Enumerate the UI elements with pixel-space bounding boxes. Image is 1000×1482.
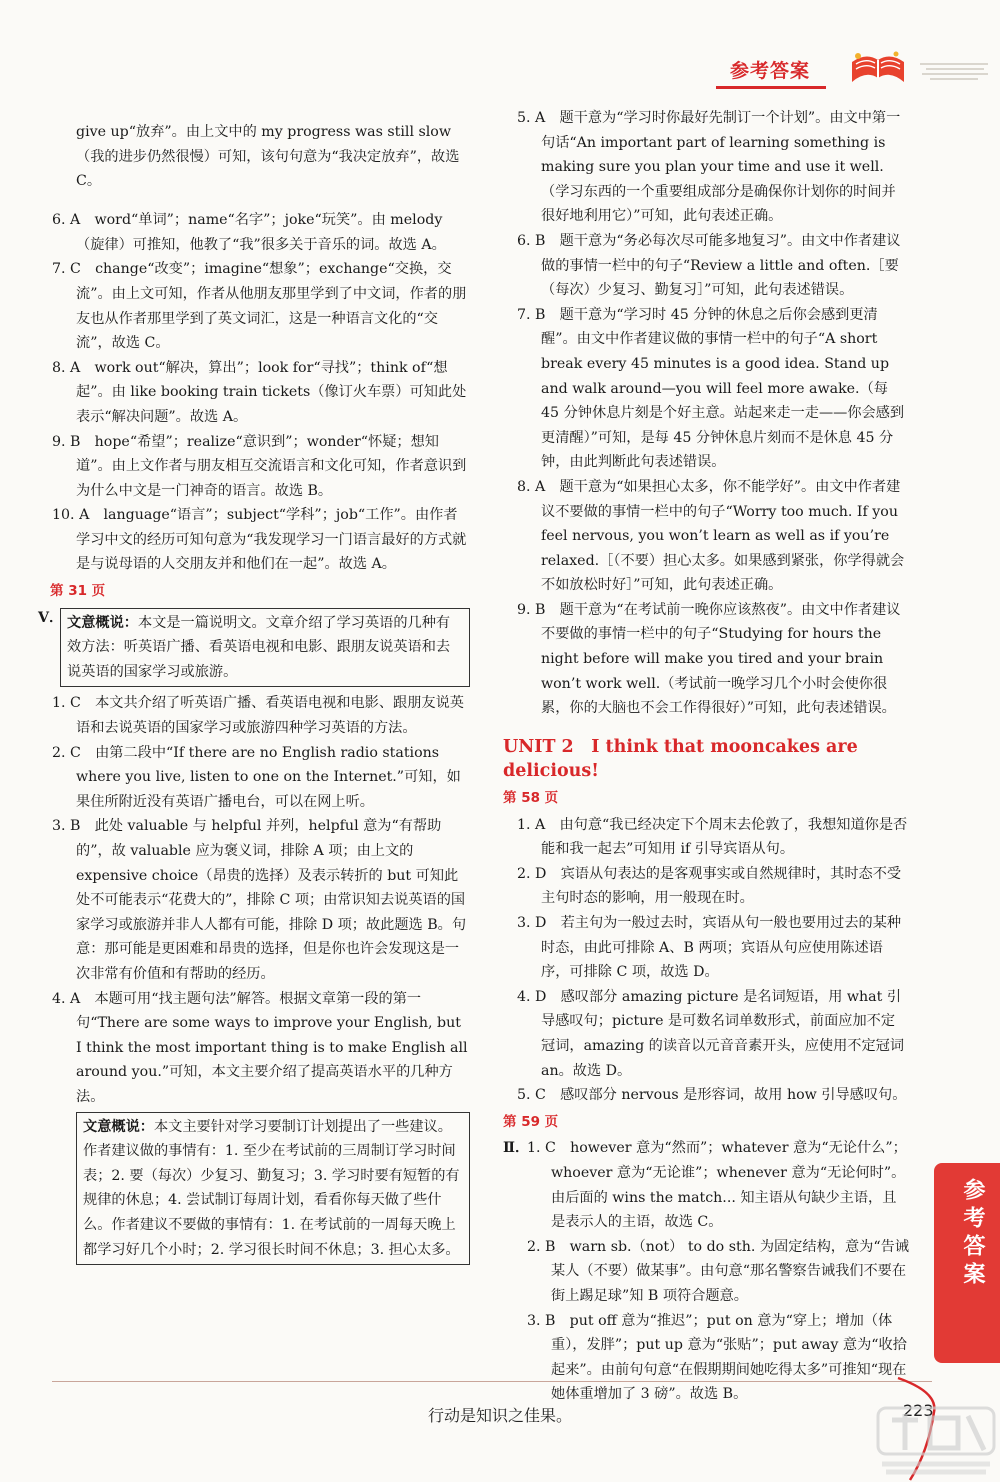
side-tab-label: 参考答案 bbox=[960, 1178, 985, 1290]
watermark-logo bbox=[872, 1400, 1000, 1482]
answer-continuation: give up“放弃”。由上文中的 my progress was still slow（我的进步仍然很慢）可知，该句句意为“我决定放弃”，故选 C。 bbox=[76, 124, 460, 190]
footer-rule bbox=[52, 1381, 932, 1382]
answer-item-7: 7. C change“改变”；imagine“想象”；exchange“交换，交流”。由上文可知，作者从他朋友那里学到了中文词，作者的朋友也从作者那里学到了英文词汇，这是一种语言文化的“交流”，故选 C。 bbox=[52, 261, 467, 352]
page-ref-31: 第 31 页 bbox=[50, 583, 106, 600]
page-number: 223 bbox=[903, 1401, 934, 1420]
section-number-v: V． bbox=[38, 609, 64, 626]
section-number-ii: Ⅱ． bbox=[503, 1140, 530, 1157]
answer-item-3: 3. B 此处 valuable 与 helpful 并列，helpful 意为“有帮助的”，故 valuable 应为褒义词，排除 A 项；由上文的 expensive choice（昂贵的选择）及表示转折的 but 可知此处不可能表示“花费大的”，排除 C 项；由常识知去说英语的国家学习或旅游并非人人都有可能，排除 D 项；故此题选 B。句意：那可能是更困难和昂贵的选择，但是你也许会发现这是一次非常有价值和有帮助的经历。 bbox=[52, 818, 467, 982]
answer-item-6: 6. A word“单词”；name“名字”；joke“玩笑”。由 melody（旋律）可推知，他教了“我”很多关于音乐的词。故选 A。 bbox=[52, 212, 446, 253]
unit-heading: UNIT 2 I think that mooncakes are delicious! bbox=[503, 736, 858, 782]
summary-label: 文意概说： bbox=[67, 614, 138, 631]
decorative-lines bbox=[918, 58, 990, 82]
answer-item-10: 10. A language“语言”；subject“学科”；job“工作”。由作者学习中文的经历可知句意为“我发现学习一门语言最好的方式就是与说母语的人交朋友并和他们在一起”。故选 A。 bbox=[52, 507, 467, 573]
answer-item-9: 9. B 题干意为“在考试前一晚你应该熬夜”。由文中作者建议不要做的事情一栏中的句子“Studying for hours the night before will make you tired and your brain won’t work well.（考试前一晚学习几个小时会使你很累，你的大脑也不会工作得很好）”可知，此句表述错误。 bbox=[517, 601, 901, 717]
page-ref-58: 第 58 页 bbox=[503, 790, 559, 807]
answer-item-1: 1. A 由句意“我已经决定下个周末去伦敦了，我想知道你是否能和我一起去”可知用 if 引导宾语从句。 bbox=[517, 816, 908, 858]
answer-item-7: 7. B 题干意为“学习时 45 分钟的休息之后你会感到更清醒”。由文中作者建议做的事情一栏中的句子“A short break every 45 minutes is a good idea. Stand up and walk around—you will feel more awake.（每 45 分钟休息片刻是个好主意。站起来走一走——你会感到更清醒）”可知，是每 45 分钟休息片刻而不是休息 45 分钟，由此判断此句表述错误。 bbox=[517, 306, 905, 471]
answer-item-8: 8. A 题干意为“如果担心太多，你不能学好”。由文中作者建议不要做的事情一栏中的句子“Worry too much. If you feel nervous, you won’t learn as well as if you’re relaxed.［（不要）担心太多。如果感到紧张，你学得就会不如放松时好］”可知，此句表述正确。 bbox=[517, 478, 905, 594]
answer-item-6: 6. B 题干意为“务必每次尽可能多地复习”。由文中作者建议做的事情一栏中的句子“Review a little and often.［要（每次）少复习、勤复习］”可知，此句表述错误。 bbox=[517, 232, 901, 299]
answer-item-4: 4. D 感叹部分 amazing picture 是名词短语，用 what 引导感叹句；picture 是可数名词单数形式，前面应加不定冠词，amazing 的读音以元音音素开头，应使用不定冠词 an。故选 D。 bbox=[517, 988, 905, 1079]
summary-text: 本文主要针对学习要制订计划提出了一些建议。作者建议做的事情有：1. 至少在考试前的三周制订学习时间表；2. 要（每次）少复习、勤复习；3. 学习时要有短暂的有规律的休息；4. 尝试制订每周计划，看看你每天做了些什么。作者建议不要做的事情有：1. 在考试前的一周每天晚上都学习好几个小时；2. 学习很长时间不休息；3. 担心太多。 bbox=[83, 1118, 460, 1258]
section-ii bbox=[503, 1136, 909, 1234]
answer-item-5: 5. C 感叹部分 nervous 是形容词，故用 how 引导感叹句。 bbox=[517, 1087, 907, 1104]
summary-box-1 bbox=[60, 608, 470, 688]
summary-label: 文意概说： bbox=[83, 1118, 154, 1135]
answer-item-9: 9. B hope“希望”；realize“意识到”；wonder“怀疑；想知道”。由上文作者与朋友相互交流语言和文化可知，作者意识到为什么中文是一门神奇的语言。故选 B。 bbox=[52, 433, 467, 499]
left-column bbox=[38, 106, 470, 1269]
header-rule bbox=[716, 86, 826, 89]
answer-item-1: 1. C however 意为“然而”；whatever 意为“无论什么”；whoever 意为“无论谁”；whenever 意为“无论何时”。由后面的 wins the match... 知主语从句缺少主语，且是表示人的主语，故选 C。 bbox=[527, 1140, 907, 1231]
footer-motto: 行动是知识之佳果。 bbox=[427, 1406, 572, 1425]
right-column bbox=[503, 106, 909, 1407]
section-v bbox=[38, 606, 470, 692]
answer-item-4: 4. A 本题可用“找主题句法”解答。根据文章第一段的第一句“There are some ways to improve your English, but I think the most important thing is to make English all around you.”可知，本文主要介绍了提高英语水平的几种方法。 bbox=[52, 990, 468, 1105]
answer-item-2: 2. C 由第二段中“If there are no English radio stations where you live, listen to one on the Internet.”可知，如果住所附近没有英语广播电台，可以在网上听。 bbox=[52, 744, 461, 810]
answer-item-2: 2. B warn sb.（not） to do sth. 为固定结构，意为“告诫某人（不要）做某事”。由句意“那名警察告诫我们不要在街上踢足球”知 B 项符合题意。 bbox=[527, 1238, 909, 1304]
summary-text: 本文是一篇说明文。文章介绍了学习英语的几种有效方法：听英语广播、看英语电视和电影、跟朋友说英语和去说英语的国家学习或旅游。 bbox=[67, 614, 451, 680]
open-book-icon bbox=[846, 48, 910, 88]
answer-item-1: 1. C 本文共介绍了听英语广播、看英语电视和电影、跟朋友说英语和去说英语的国家学习或旅游四种学习英语的方法。 bbox=[52, 695, 464, 737]
answer-item-2: 2. D 宾语从句表达的是客观事实或自然规律时，其时态不受主句时态的影响，用一般现在时。 bbox=[517, 865, 902, 907]
page-header bbox=[0, 0, 1000, 100]
answer-item-3: 3. D 若主句为一般过去时，宾语从句一般也要用过去的某种时态，由此可排除 A、B 两项；宾语从句应使用陈述语序，可排除 C 项，故选 D。 bbox=[517, 915, 902, 981]
summary-box-2 bbox=[76, 1112, 470, 1266]
header-title: 参考答案 bbox=[730, 60, 811, 82]
answer-item-8: 8. A work out“解决，算出”；look for“寻找”；think of“想起”。由 like booking train tickets（像订火车票）可知此处表示“解决问题”。故选 A。 bbox=[52, 359, 467, 425]
answer-item-3: 3. B put off 意为“推迟”；put on 意为“穿上；增加（体重），发胖”；put up 意为“张贴”；put away 意为“收拾起来”。由前句句意“在假期期间她吃得太多”可推知“现在她体重增加了 3 磅”。故选 B。 bbox=[527, 1312, 907, 1403]
page-ref-59: 第 59 页 bbox=[503, 1113, 559, 1130]
answer-item-5: 5. A 题干意为“学习时你最好先制订一个计划”。由文中第一句话“An important part of learning something is making sure you plan your time and use it well.（学习东西的一个重要组成部分是确保你计划你的时间并很好地利用它）”可知，此句表述正确。 bbox=[517, 110, 901, 225]
